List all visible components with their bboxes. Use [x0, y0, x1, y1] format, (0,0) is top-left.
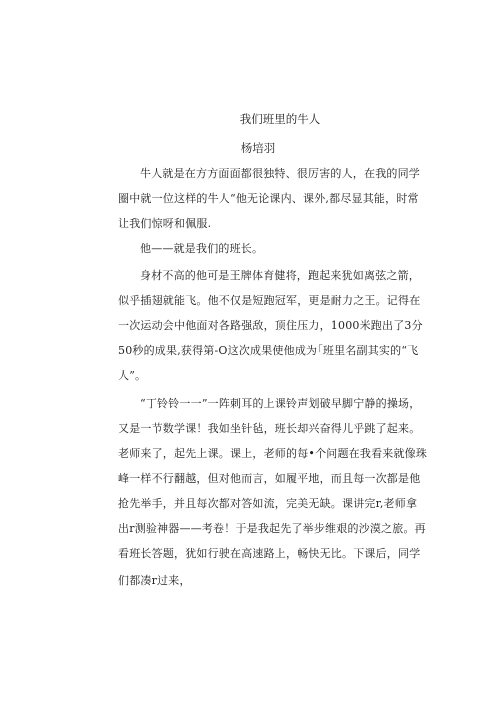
body-line: 看班长答题，犹如行驶在高速路上，畅快无比。下课后，同学 [118, 547, 421, 560]
body-line: 又是一节数学课！我如坐针毡，班长却兴奋得儿乎跳了起来。 [118, 422, 421, 435]
body-line: 抢先举手，并且每次都对答如流，完美无缺。课讲完r,老师拿 [118, 497, 418, 510]
body-line: 似乎插翅就能飞。他不仅是短跑冠军，更是耐力之王。记得在 [118, 294, 421, 307]
document-author: 杨培羽 [240, 141, 276, 155]
body-line: 峰一样不行翻越，但对他而言，如履平地，而且每一次都是他 [118, 472, 421, 485]
body-line: 出r测验神器——考卷！于是我起先了举步维艰的沙漠之旅。再 [118, 522, 426, 535]
body-line: 们都凑r过来， [118, 574, 191, 587]
document-title: 我们班里的牛人 [239, 112, 321, 126]
body-line: 牛人就是在方方面面都很独特、很厉害的人，在我的同学 [140, 167, 420, 180]
body-line: 一次运动会中他面对各路强敌，顶住压力，1000米跑出了3分 [118, 319, 423, 332]
body-line: 他——就是我们的班长。 [140, 242, 264, 255]
body-line: 圈中就一位这样的牛人“他无论课内、课外,都尽显其能，时常 [118, 192, 419, 205]
body-line: 身材不高的他可是王牌体育健将，跑起来犹如离弦之箭， [140, 269, 420, 282]
body-line: 50秒的成果,获得第-O这次成果使他成为｢班里名副其实的“飞 [118, 344, 419, 357]
body-line: “丁铃铃一一”一阵刺耳的上课铃声划破早脚宁静的操场， [140, 397, 421, 410]
body-line: 让我们惊呀和佩服. [118, 217, 212, 230]
body-line: 老师来了，起先上课。课上，老师的每•个问题在我看来就像珠 [118, 447, 428, 460]
body-line: 人”。 [118, 369, 147, 382]
